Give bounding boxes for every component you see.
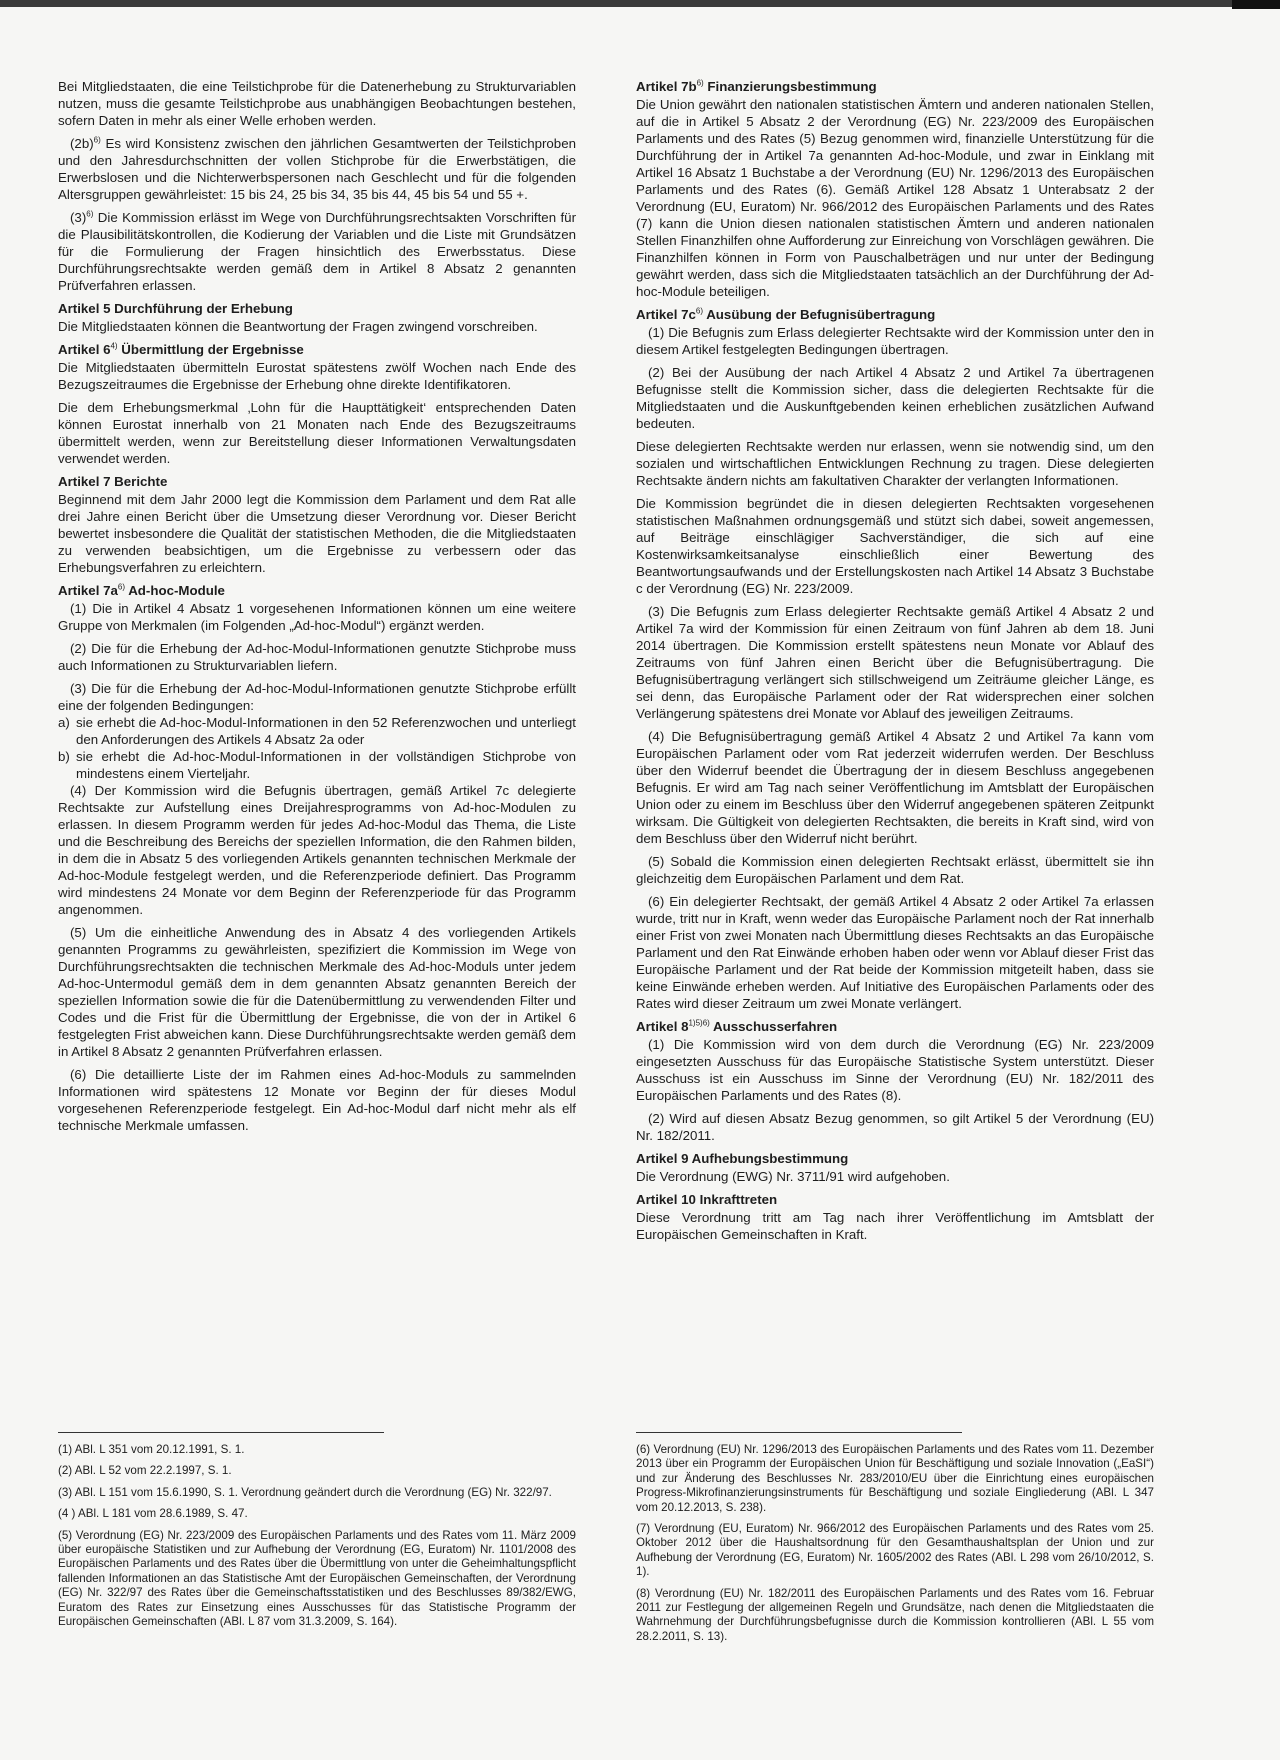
- paragraph: [636, 853, 1154, 887]
- paragraph-text: (2) Bei der Ausübung der nach Artikel 4 Absatz 2 und Artikel 7a übertragenen Befugnisse stellt die Kommission sicher, dass die delegierten Rechtsakte für die Mitgliedstaaten und die Auskunftgebenden keinen erheblichen zusätzlichen Aufwand bedeuten.: [636, 365, 1154, 431]
- article-heading: [636, 306, 1154, 323]
- heading-title: Ad-hoc-Module: [125, 583, 225, 598]
- paragraph: [636, 603, 1154, 722]
- footnote-ref: 1)5)6): [688, 1018, 710, 1028]
- paragraph-text: Es wird Konsistenz zwischen den jährlichen Gesamtwerten der Teilstichproben und den Jahresdurchschnitten der vollen Stichprobe für die Erwerbstätigen, die Erwerbslosen und die Nichterwerbspersonen nach Geschlecht und für die folgenden Altersgruppen gewährleistet: 15 bis 24, 25 bis 34, 35 bis 44, 45 bis 54 und 55 +.: [58, 136, 576, 202]
- scan-corner-mark: [1232, 0, 1280, 9]
- paragraph: [636, 728, 1154, 847]
- heading-title: Übermittlung der Ergebnisse: [117, 342, 304, 357]
- list-item-label: a): [58, 715, 70, 730]
- heading-number: Artikel 8: [636, 1019, 689, 1034]
- paragraph-text: Diese Verordnung tritt am Tag nach ihrer Veröffentlichung im Amtsblatt der Europäischen Gemeinschaften in Kraft.: [636, 1210, 1154, 1242]
- paragraph: [636, 438, 1154, 489]
- list-item-label: b): [58, 749, 70, 764]
- paragraph-text: Die Union gewährt den nationalen statistischen Ämtern und anderen nationalen Stellen, auf die in Artikel 5 Absatz 2 der Verordnung (EG) Nr. 223/2009 des Europäischen Parlaments und des Rates (5) Bezug genommen wird, finanzielle Unterstützung für die Durchführung der in Artikel 7a genannten Ad-hoc-Module, und zwar in Einklang mit Artikel 16 Absatz 1 Buchstabe a der Verordnung (EU) Nr. 1296/2013 des Europäischen Parlaments und des Rates (6). Gemäß Artikel 128 Absatz 1 Unterabsatz 2 der Verordnung (EU, Euratom) Nr. 966/2012 des Europäischen Parlaments und des Rates (7) kann die Union diesen nationalen statistischen Ämtern und anderen nationalen Stellen Finanzhilfen ohne Aufforderung zur Einreichung von Vorschlägen gewähren. Die Finanzhilfen können in Form von Pauschalbeträgen und nur unter der Bedingung gewährt werden, dass sich die Mitgliedstaaten tatsächlich an der Durchführung der Ad-hoc-Module beteiligen.: [636, 97, 1154, 299]
- footnote: (7) Verordnung (EU, Euratom) Nr. 966/2012 des Europäischen Parlaments und des Rates vom 25. Oktober 2012 über die Haushaltsordnung für den Gesamthaushaltsplan der Union und zur Aufhebung der Verordnung (EG, Euratom) Nr. 1605/2002 des Rates (ABl. L 298 vom 26/10/2012, S. 1).: [636, 1522, 1154, 1579]
- list-item: [58, 748, 576, 782]
- paragraph-text: Bei Mitgliedstaaten, die eine Teilstichprobe für die Datenerhebung zu Strukturvariablen nutzen, muss die gesamte Teilstichprobe aus unabhängigen Beobachtungen bestehen, sofern Daten in mehr als einer Welle erhoben werden.: [58, 79, 576, 128]
- paragraph: [636, 495, 1154, 597]
- paragraph: [58, 399, 576, 467]
- footnote: (2) ABl. L 52 vom 22.2.1997, S. 1.: [58, 1464, 232, 1478]
- article-heading: [636, 1150, 1154, 1167]
- article-heading: [58, 341, 576, 358]
- paragraph: [636, 324, 1154, 358]
- paragraph: [58, 135, 576, 203]
- paragraph-text: (3) Die für die Erhebung der Ad-hoc-Modul-Informationen genutzte Stichprobe erfüllt eine der folgenden Bedingungen:: [58, 681, 576, 713]
- article-heading: [58, 473, 576, 490]
- paragraph-text: (5) Um die einheitliche Anwendung des in Absatz 4 des vorliegenden Artikels genannten Programms zu gewährleisten, spezifiziert die Kommission im Wege von Durchführungsrechtsakten die technischen Merkmale des Ad-hoc-Moduls unter jedem Ad-hoc-Untermodul gemäß dem in dem genannten Absatz genannten Bereich der speziellen Information sowie die für die Datenübermittlung zu verwendenden Filter und Codes und die Frist für die Übermittlung der Ergebnisse, die von der in Artikel 6 festgelegten Frist abweichen kann. Diese Durchführungsrechtsakte werden gemäß dem in Artikel 8 Absatz 2 genannten Prüfverfahren erlassen.: [58, 925, 576, 1059]
- paragraph: [636, 1168, 1154, 1185]
- left-column: [58, 78, 576, 1134]
- paragraph: [58, 924, 576, 1060]
- footnotes-right: [636, 1432, 1154, 1651]
- footnote: (6) Verordnung (EU) Nr. 1296/2013 des Europäischen Parlaments und des Rates vom 11. Dezember 2013 über ein Programm der Europäischen Union für Beschäftigung und soziale Innovation („EaSI“) und zur Änderung des Beschlusses Nr. 283/2010/EU über die Einrichtung eines europäischen Progress-Mikrofinanzierungsinstruments für Beschäftigung und soziale Eingliederung (ABl. L 347 vom 20.12.2013, S. 238).: [636, 1443, 1154, 1514]
- heading-number: Artikel 6: [58, 342, 111, 357]
- footnote: (8) Verordnung (EU) Nr. 182/2011 des Europäischen Parlaments und des Rates vom 16. Februar 2011 zur Festlegung der allgemeinen Regeln und Grundsätze, nach denen die Mitgliedstaaten die Wahrnehmung der Durchführungsbefugnisse durch die Kommission kontrollieren (ABl. L 55 vom 28.2.2011, S. 13).: [636, 1586, 1154, 1643]
- paragraph-text: (6) Die detaillierte Liste der im Rahmen eines Ad-hoc-Moduls zu sammelnden Informationen wird spätestens 12 Monate vor Beginn der für dieses Modul vorgesehenen Referenzperiode festgelegt. Ein Ad-hoc-Modul darf nicht mehr als elf technische Merkmale umfassen.: [58, 1067, 576, 1133]
- footnote: (1) ABl. L 351 vom 20.12.1991, S. 1.: [58, 1443, 245, 1456]
- list-item: [58, 714, 576, 748]
- paragraph-text: (1) Die Kommission wird von dem durch die Verordnung (EG) Nr. 223/2009 eingesetzten Ausschuss für das Europäische Statistische System unterstützt. Dieser Ausschuss ist ein Ausschuss im Sinne der Verordnung (EU) Nr. 182/2011 des Europäischen Parlaments und des Rates (8).: [636, 1037, 1154, 1103]
- paragraph: [58, 491, 576, 576]
- paragraph-text: Die Mitgliedstaaten können die Beantwortung der Fragen zwingend vorschreiben.: [58, 319, 538, 334]
- paragraph: [636, 1110, 1154, 1144]
- paragraph-text: (1) Die in Artikel 4 Absatz 1 vorgesehenen Informationen können um eine weitere Gruppe von Merkmalen (im Folgenden „Ad-hoc-Modul“) ergänzt werden.: [58, 601, 576, 633]
- heading-number: Artikel 7b: [636, 79, 697, 94]
- paragraph-text: (1) Die Befugnis zum Erlass delegierter Rechtsakte wird der Kommission unter den in diesem Artikel festgelegten Bedingungen übertragen.: [636, 325, 1154, 357]
- paragraph-text: Beginnend mit dem Jahr 2000 legt die Kommission dem Parlament und dem Rat alle drei Jahre einen Bericht über die Umsetzung dieser Verordnung vor. Dieser Bericht bewertet insbesondere die Qualität der statistischen Methoden, die die Mitgliedstaaten zu verwenden beabsichtigen, um die Ergebnisse zu verbessern oder das Erhebungsverfahren zu erleichtern.: [58, 492, 576, 575]
- paragraph-text: Die Mitgliedstaaten übermitteln Eurostat spätestens zwölf Wochen nach Ende des Bezugszeitraumes die Ergebnisse der Erhebung ohne direkte Identifikatoren.: [58, 360, 576, 392]
- footnote-ref: 4): [110, 341, 118, 351]
- footnote: (3) ABl. L 151 vom 15.6.1990, S. 1. Verordnung geändert durch die Verordnung (EG) Nr. 322/97.: [58, 1485, 552, 1499]
- paragraph-text: (2) Wird auf diesen Absatz Bezug genommen, so gilt Artikel 5 der Verordnung (EU) Nr. 182/2011.: [636, 1111, 1154, 1143]
- list-item-text: sie erhebt die Ad-hoc-Modul-Informationen in der vollständigen Stichprobe von mindestens einem Vierteljahr.: [76, 749, 576, 781]
- paragraph-text: (2) Die für die Erhebung der Ad-hoc-Modul-Informationen genutzte Stichprobe muss auch Informationen zu Strukturvariablen liefern.: [58, 641, 576, 673]
- paragraph-text: Die Kommission erlässt im Wege von Durchführungsrechtsakten Vorschriften für die Plausibilitätskontrollen, die Kodierung der Variablen und die Liste mit Grundsätzen für die Formulierung der Fragen hinsichtlich des Erwerbsstatus. Diese Durchführungsrechtsakte werden gemäß dem in Artikel 8 Absatz 2 genannten Prüfverfahren erlassen.: [58, 210, 576, 293]
- article-heading: [636, 1018, 1154, 1035]
- paragraph-text: (4) Der Kommission wird die Befugnis übertragen, gemäß Artikel 7c delegierte Rechtsakte zur Aufstellung eines Dreijahresprogramms von Ad-hoc-Modulen zu erlassen. In diesem Programm werden für jedes Ad-hoc-Modul das Thema, die Liste und die Beschreibung des Bereichs der speziellen Information, die den Rahmen bilden, in dem die in Absatz 5 des vorliegenden Artikels genannten technischen Merkmale der Ad-hoc-Module festgelegt werden, und die Referenzperiode definiert. Das Programm wird mindestens 24 Monate vor dem Beginn der Referenzperiode für das Programm angenommen.: [58, 783, 576, 917]
- footnote-rule: [58, 1432, 384, 1433]
- paragraph-text: (4) Die Befugnisübertragung gemäß Artikel 4 Absatz 2 und Artikel 7a kann vom Europäischen Parlament oder vom Rat jederzeit widerrufen werden. Der Beschluss über den Widerruf beendet die Übertragung der in diesem Beschluss angegebenen Befugnis. Er wird am Tag nach seiner Veröffentlichung im Amtsblatt der Europäischen Union oder zu einem im Beschluss über den Widerruf angegebenen späteren Zeitpunkt wirksam. Die Gültigkeit von delegierten Rechtsakten, die bereits in Kraft sind, wird von dem Beschluss über den Widerruf nicht berührt.: [636, 729, 1154, 846]
- footnote: (4 ) ABl. L 181 vom 28.6.1989, S. 47.: [58, 1507, 248, 1521]
- heading-title: Finanzierungsbestimmung: [703, 79, 877, 94]
- paragraph-text: (5) Sobald die Kommission einen delegierten Rechtsakt erlässt, übermittelt sie ihn gleichzeitig dem Europäischen Parlament und dem Rat.: [636, 854, 1154, 886]
- paragraph: [58, 600, 576, 634]
- paragraph: [58, 680, 576, 714]
- paragraph: [636, 893, 1154, 1012]
- paragraph: [636, 96, 1154, 300]
- heading-title: Ausschusserfahren: [709, 1019, 838, 1034]
- paragraph-number: (2b): [70, 136, 94, 151]
- footnote-ref: 6): [93, 135, 101, 145]
- footnote-ref: 6): [86, 209, 94, 219]
- paragraph-text: Die dem Erhebungsmerkmal ‚Lohn für die Haupttätigkeit‘ entsprechenden Daten können Eurostat innerhalb von 21 Monaten nach Ende des Bezugszeitraums übermittelt werden, wenn zur Bereitstellung dieser Informationen Verwaltungsdaten verwendet werden.: [58, 400, 576, 466]
- paragraph: [58, 78, 576, 129]
- paragraph: [58, 209, 576, 294]
- paragraph: [636, 1036, 1154, 1104]
- paragraph: [58, 782, 576, 918]
- heading-title: Ausübung der Befugnisübertragung: [703, 307, 936, 322]
- article-heading: [636, 1191, 1154, 1208]
- paragraph: [636, 1209, 1154, 1243]
- footnote: (5) Verordnung (EG) Nr. 223/2009 des Europäischen Parlaments und des Rates vom 11. März 2009 über europäische Statistiken und zur Aufhebung der Verordnung (EG, Euratom) Nr. 1101/2008 des Europäischen Parlaments und des Rates über die Übermittlung von unter die Geheimhaltungspflicht fallenden Informationen an das Statistische Amt der Europäischen Gemeinschaften, der Verordnung (EG) Nr. 322/97 des Rates über die Gemeinschaftsstatistiken und des Beschlusses 89/382/EWG, Euratom des Rates zur Einsetzung eines Ausschusses für das Statistische Programm der Europäischen Gemeinschaften (ABl. L 87 vom 31.3.2009, S. 164).: [58, 1528, 576, 1629]
- heading-title: Artikel 7 Berichte: [58, 474, 168, 489]
- footnote-ref: 6): [695, 306, 703, 316]
- paragraph: [636, 364, 1154, 432]
- footnote-rule: [636, 1432, 962, 1433]
- paragraph-text: Die Kommission begründet die in diesen delegierten Rechtsakten vorgesehenen statistischen Maßnahmen ordnungsgemäß und stützt sich dabei, soweit angemessen, auf Beiträge einschlägiger Sachverständiger, die sich auf eine Kostenwirksamkeitsanalyse einschließlich einer Bewertung des Beantwortungsaufwands und der Erstellungskosten nach Artikel 14 Absatz 3 Buchstabe c der Verordnung (EG) Nr. 223/2009.: [636, 496, 1154, 596]
- paragraph: [58, 359, 576, 393]
- list-item-text: sie erhebt die Ad-hoc-Modul-Informationen in den 52 Referenzwochen und unterliegt den Anforderungen des Artikels 4 Absatz 2a oder: [76, 715, 576, 747]
- article-heading: [636, 78, 1154, 95]
- footnote-ref: 6): [696, 78, 704, 88]
- paragraph-text: (3) Die Befugnis zum Erlass delegierter Rechtsakte gemäß Artikel 4 Absatz 2 und Artikel 7a wird der Kommission für einen Zeitraum von fünf Jahren ab dem 18. Juni 2014 übertragen. Die Kommission erstellt spätestens neun Monate vor Ablauf des Zeitraums von fünf Jahren einen Bericht über die Befugnisübertragung. Die Befugnisübertragung verlängert sich stillschweigend um Zeiträume gleicher Länge, es sei denn, das Europäische Parlament oder der Rat widersprechen einer solchen Verlängerung spätestens drei Monate vor Ablauf des jeweiligen Zeitraums.: [636, 604, 1154, 721]
- heading-title: Artikel 5 Durchführung der Erhebung: [58, 301, 293, 316]
- article-heading: [58, 582, 576, 599]
- footnotes-left: [58, 1432, 576, 1636]
- heading-number: Artikel 7c: [636, 307, 696, 322]
- paragraph-text: (6) Ein delegierter Rechtsakt, der gemäß Artikel 4 Absatz 2 oder Artikel 7a erlassen wurde, tritt nur in Kraft, wenn weder das Europäische Parlament noch der Rat innerhalb einer Frist von zwei Monaten nach Übermittlung dieses Rechtsakts an das Europäische Parlament und den Rat Einwände erhoben haben oder wenn vor Ablauf dieser Frist das Europäische Parlament und der Rat beide der Kommission mitgeteilt haben, dass sie keine Einwände erheben werden. Auf Initiative des Europäischen Parlaments oder des Rates wird dieser Zeitraum um zwei Monate verlängert.: [636, 894, 1154, 1011]
- footnote-ref: 6): [117, 582, 125, 592]
- paragraph: [58, 640, 576, 674]
- paragraph: [58, 1066, 576, 1134]
- paragraph-number: (3): [70, 210, 87, 225]
- paragraph-text: Diese delegierten Rechtsakte werden nur erlassen, wenn sie notwendig sind, um den sozialen und wirtschaftlichen Entwicklungen Rechnung zu tragen. Diese delegierten Rechtsakte ändern nichts am fakultativen Charakter der verlangten Informationen.: [636, 439, 1154, 488]
- heading-title: Artikel 10 Inkrafttreten: [636, 1192, 778, 1207]
- paragraph: [58, 318, 576, 335]
- article-heading: [58, 300, 576, 317]
- heading-number: Artikel 7a: [58, 583, 118, 598]
- scan-top-edge: [0, 0, 1280, 7]
- heading-title: Artikel 9 Aufhebungsbestimmung: [636, 1151, 849, 1166]
- paragraph-text: Die Verordnung (EWG) Nr. 3711/91 wird aufgehoben.: [636, 1169, 950, 1184]
- right-column: [636, 78, 1154, 1243]
